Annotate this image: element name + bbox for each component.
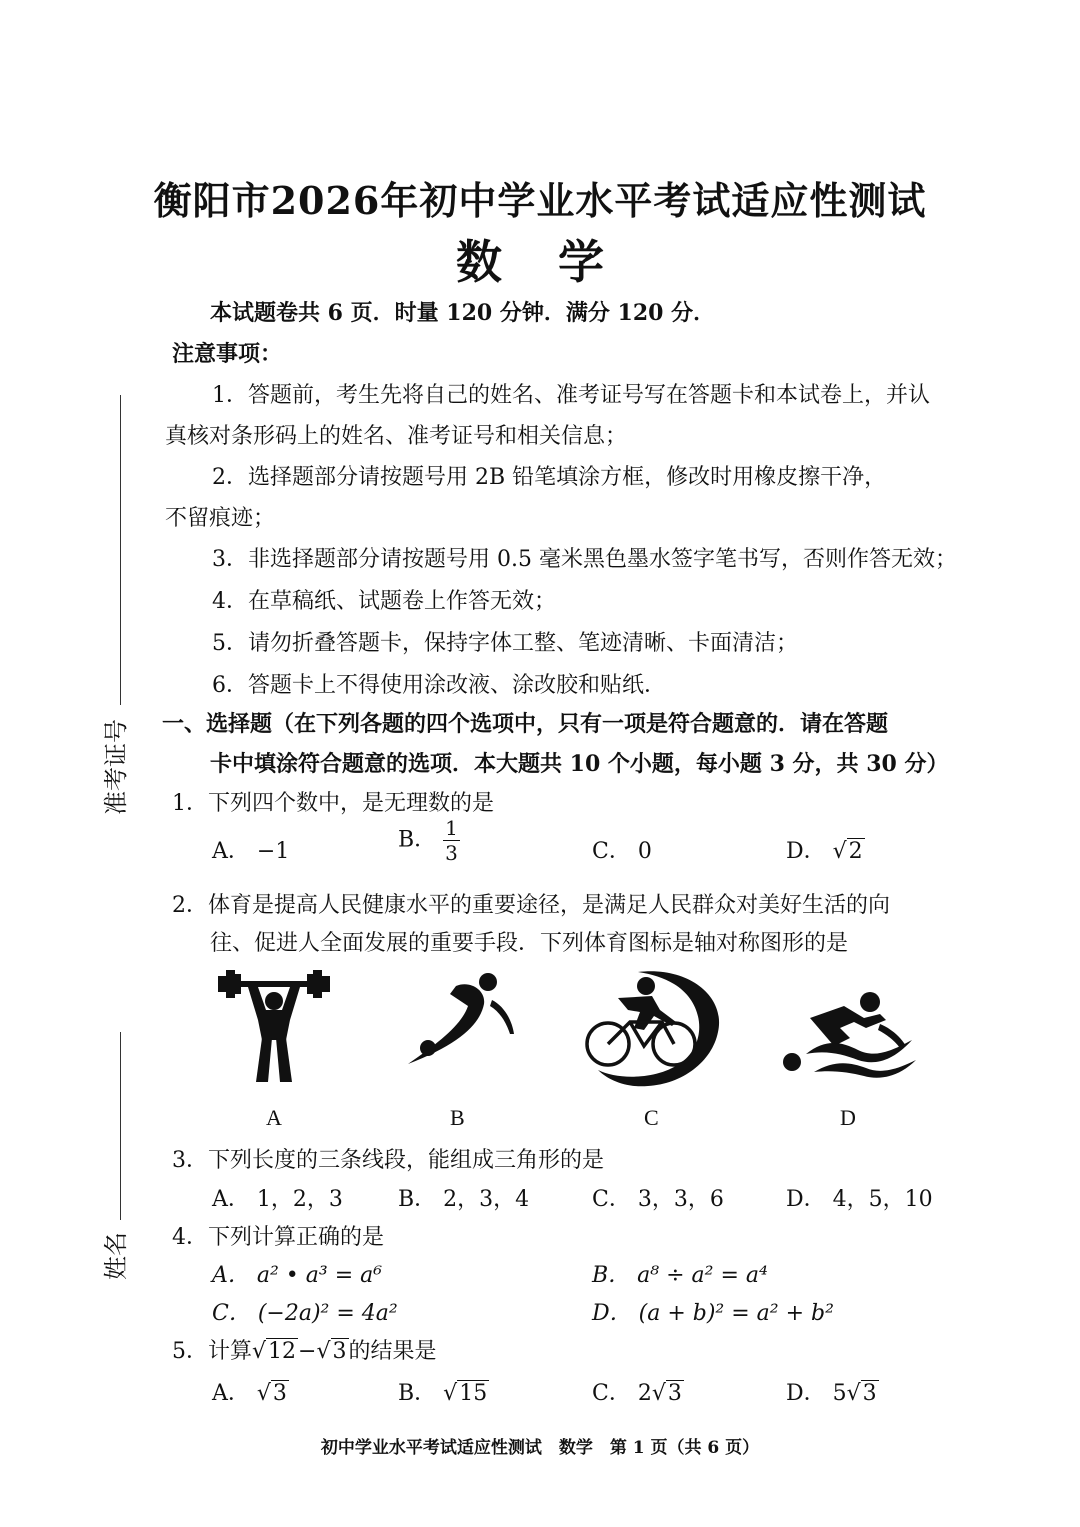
q1-option-c: C． 0	[592, 839, 652, 864]
notice-heading: 注意事项：	[172, 341, 283, 367]
q1-option-b-label: B．	[398, 827, 437, 853]
sqrt-sign: √	[316, 1339, 331, 1364]
q5-option-c-radicand: 3	[667, 1381, 682, 1406]
q1-option-a: A． −1	[212, 839, 290, 864]
q5-option-c-label: C．	[592, 1381, 631, 1406]
q3-option-a: A． 1，2，3	[212, 1187, 343, 1212]
q5-radicand-2: 3	[332, 1339, 347, 1364]
cycling-icon	[578, 966, 724, 1090]
q5-option-b-radicand: 15	[459, 1381, 488, 1406]
q4-option-d: D． (a + b)² = a² + b²	[592, 1301, 834, 1326]
sqrt-sign: √	[256, 1381, 271, 1406]
section1-line1: 一、选择题（在下列各题的四个选项中，只有一项是符合题意的．请在答题	[162, 711, 889, 737]
fraction-numerator: 1	[445, 816, 458, 840]
swimming-icon	[780, 990, 918, 1078]
q5-option-d	[786, 1376, 879, 1407]
q5-stem-pre: 5．计算	[172, 1339, 252, 1364]
notice-6: 6．答题卡上不得使用涂改液、涂改胶和贴纸．	[212, 673, 666, 698]
q4-stem: 4．下列计算正确的是	[172, 1225, 384, 1250]
q1-option-d	[786, 834, 865, 865]
exam-number-label: 准考证号	[102, 719, 130, 815]
q3-option-b: B． 2，3，4	[398, 1187, 530, 1212]
q1-option-b	[398, 818, 460, 863]
q4-option-a: A． a² • a³ = a⁶	[212, 1263, 383, 1288]
exam-number-line	[120, 395, 121, 705]
q1-option-b-fraction	[443, 818, 460, 863]
sqrt-sign: √	[832, 839, 847, 864]
notice-2a: 2．选择题部分请按题号用 2B 铅笔填涂方框，修改时用橡皮擦干净，	[212, 465, 887, 490]
section1-line2: 卡中填涂符合题意的选项．本大题共 10 个小题，每小题 3 分，共 30 分）	[210, 751, 949, 777]
sqrt-sign: √	[443, 1381, 458, 1406]
sqrt-sign: √	[651, 1381, 666, 1406]
notice-2b: 不留痕迹；	[165, 506, 276, 531]
sqrt-radicand: 2	[848, 839, 863, 864]
weightlifting-icon	[218, 962, 330, 1086]
page-title: 衡阳市2026年初中学业水平考试适应性测试	[153, 178, 927, 223]
q5-option-a	[212, 1376, 289, 1407]
q5-stem-post: 的结果是	[348, 1339, 437, 1364]
notice-5: 5．请勿折叠答题卡，保持字体工整、笔迹清晰、卡面清洁；	[212, 631, 798, 656]
subject-title: 数 学	[455, 235, 624, 289]
q5-minus: −	[298, 1339, 317, 1364]
sqrt-sign: √	[846, 1381, 861, 1406]
q2-stem-2: 往、促进人全面发展的重要手段．下列体育图标是轴对称图形的是	[210, 931, 849, 956]
q2-stem-1: 2．体育是提高人民健康水平的重要途径，是满足人民群众对美好生活的向	[172, 893, 890, 918]
q1-stem: 1．下列四个数中，是无理数的是	[172, 791, 494, 816]
q5-option-b-label: B．	[398, 1381, 437, 1406]
q5-stem	[172, 1334, 437, 1365]
q4-option-c: C． (−2a)² = 4a²	[212, 1301, 398, 1326]
notice-4: 4．在草稿纸、试题卷上作答无效；	[212, 589, 556, 614]
q5-option-c	[592, 1376, 684, 1407]
notice-1a: 1．答题前，考生先将自己的姓名、准考证号写在答题卡和本试卷上，并认	[212, 383, 930, 408]
q2-label-a: A	[266, 1105, 282, 1130]
q3-stem: 3．下列长度的三条线段，能组成三角形的是	[172, 1148, 604, 1173]
q3-option-c: C． 3，3，6	[592, 1187, 724, 1212]
q5-option-c-coef: 2	[637, 1381, 652, 1406]
q3-option-d: D． 4，5，10	[786, 1187, 933, 1212]
notice-3: 3．非选择题部分请按题号用 0.5 毫米黑色墨水签字笔书写，否则作答无效；	[212, 547, 957, 572]
notice-1b: 真核对条形码上的姓名、准考证号和相关信息；	[165, 424, 628, 449]
q5-option-a-radicand: 3	[272, 1381, 287, 1406]
q2-label-b: B	[450, 1105, 465, 1130]
fraction-denominator: 3	[445, 841, 458, 865]
exam-info: 本试题卷共 6 页．时量 120 分钟．满分 120 分．	[210, 300, 716, 326]
q4-option-b: B． a⁸ ÷ a² = a⁴	[592, 1263, 768, 1288]
q5-option-b	[398, 1376, 489, 1407]
name-line	[120, 1032, 121, 1220]
football-icon	[400, 972, 518, 1068]
q5-radicand-1: 12	[268, 1339, 297, 1364]
q5-option-d-radicand: 3	[862, 1381, 877, 1406]
name-label: 姓名	[102, 1232, 130, 1280]
q2-label-d: D	[840, 1105, 856, 1130]
sqrt-sign: √	[252, 1339, 267, 1364]
q5-option-a-label: A．	[212, 1381, 250, 1406]
page-footer: 初中学业水平考试适应性测试 数学 第 1 页（共 6 页）	[320, 1438, 760, 1458]
q2-label-c: C	[644, 1105, 659, 1130]
q5-option-d-coef: 5	[832, 1381, 847, 1406]
q1-option-d-label: D．	[786, 839, 826, 864]
q5-option-d-label: D．	[786, 1381, 826, 1406]
